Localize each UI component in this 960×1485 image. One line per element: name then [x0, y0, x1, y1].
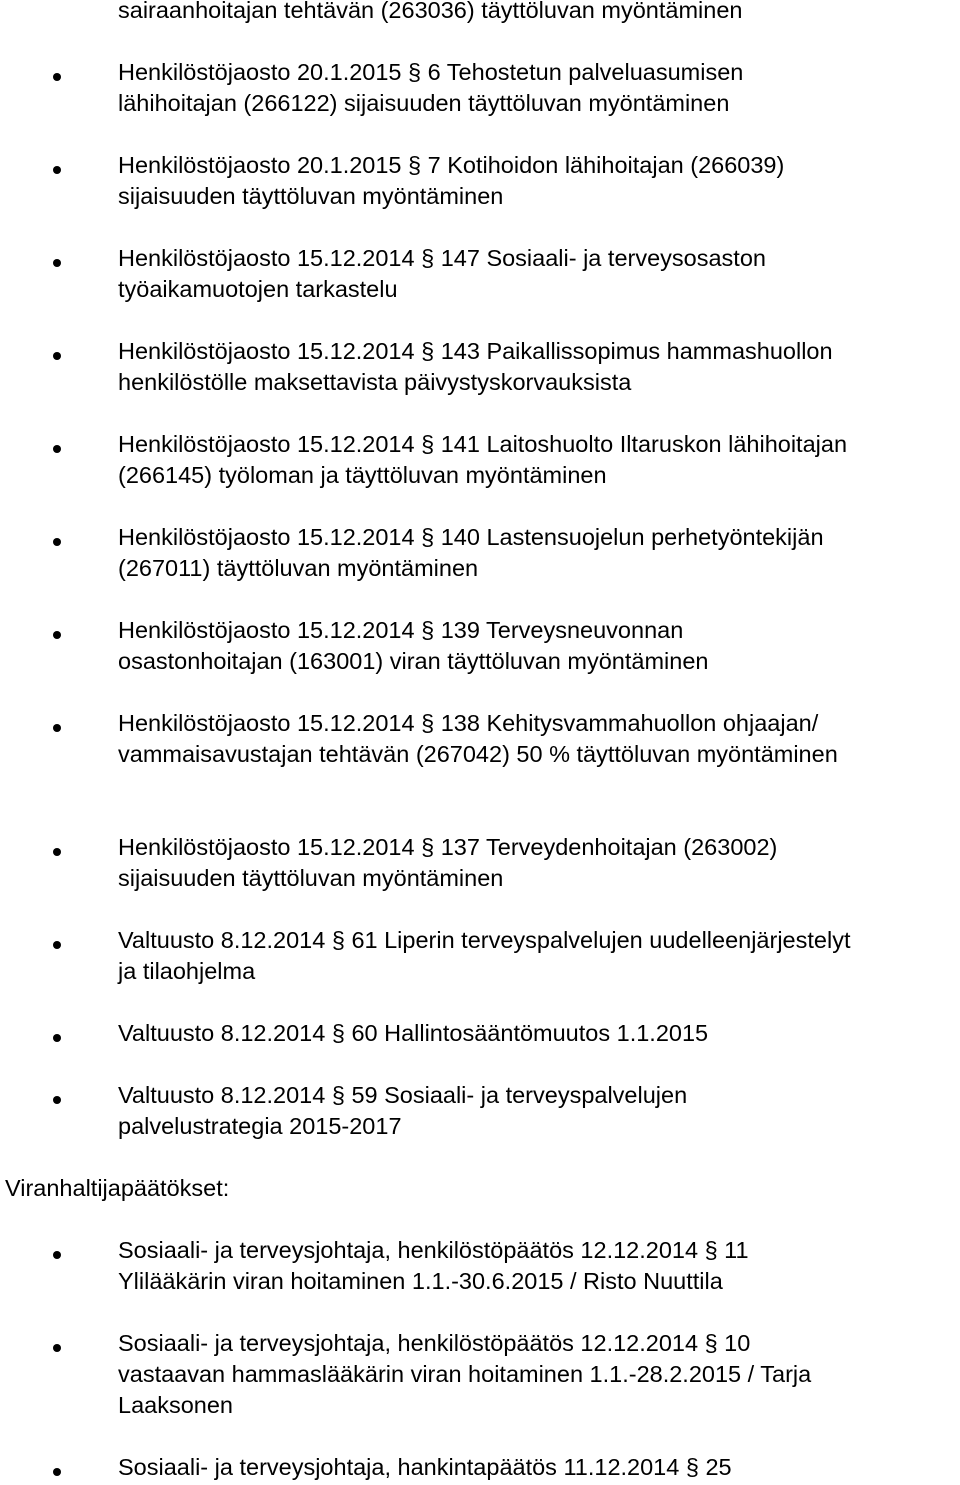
decision-line: Laaksonen	[118, 1392, 233, 1418]
bullet-icon	[53, 538, 61, 546]
list-item-line: Valtuusto 8.12.2014 § 59 Sosiaali- ja terveyspalvelujen	[118, 1082, 688, 1108]
bullet-icon	[53, 166, 61, 174]
list-item-line: Valtuusto 8.12.2014 § 60 Hallintosääntömuutos 1.1.2015	[118, 1020, 709, 1046]
bullet-icon	[53, 1251, 61, 1259]
list-item-line: lähihoitajan (266122) sijaisuuden täyttöluvan myöntäminen	[118, 90, 730, 116]
continuation-line: sairaanhoitajan tehtävän (263036) täyttöluvan myöntäminen	[118, 0, 743, 23]
bullet-icon	[53, 1468, 61, 1476]
list-item-line: sijaisuuden täyttöluvan myöntäminen	[118, 183, 504, 209]
decision-line: vastaavan hammaslääkärin viran hoitaminen 1.1.-28.2.2015 / Tarja	[118, 1361, 812, 1387]
list-item-line: työaikamuotojen tarkastelu	[118, 276, 398, 302]
bullet-icon	[53, 631, 61, 639]
list-item-line: Henkilöstöjaosto 15.12.2014 § 141 Laitoshuolto Iltaruskon lähihoitajan	[118, 431, 848, 457]
list-item-line: Valtuusto 8.12.2014 § 61 Liperin terveyspalvelujen uudelleenjärjestelyt	[118, 927, 851, 953]
list-item-line: Henkilöstöjaosto 15.12.2014 § 143 Paikallissopimus hammashuollon	[118, 338, 833, 364]
list-item-line: Henkilöstöjaosto 15.12.2014 § 138 Kehitysvammahuollon ohjaajan/	[118, 710, 819, 736]
bullet-icon	[53, 848, 61, 856]
bullet-icon	[53, 73, 61, 81]
decision-line: Sosiaali- ja terveysjohtaja, henkilöstöpäätös 12.12.2014 § 10	[118, 1330, 751, 1356]
list-item-line: Henkilöstöjaosto 20.1.2015 § 7 Kotihoidon lähihoitajan (266039)	[118, 152, 785, 178]
list-item-line: osastonhoitajan (163001) viran täyttöluvan myöntäminen	[118, 648, 709, 674]
list-item-line: (266145) työloman ja täyttöluvan myöntäminen	[118, 462, 607, 488]
list-item-line: Henkilöstöjaosto 15.12.2014 § 139 Terveysneuvonnan	[118, 617, 684, 643]
section-heading: Viranhaltijapäätökset:	[5, 1175, 230, 1201]
bullet-icon	[53, 724, 61, 732]
bullet-icon	[53, 259, 61, 267]
list-item-line: Henkilöstöjaosto 15.12.2014 § 147 Sosiaali- ja terveysosaston	[118, 245, 766, 271]
decision-line: Ylilääkärin viran hoitaminen 1.1.-30.6.2015 / Risto Nuuttila	[118, 1268, 723, 1294]
decision-line: Sosiaali- ja terveysjohtaja, hankintapäätös 11.12.2014 § 25	[118, 1454, 732, 1480]
bullet-icon	[53, 445, 61, 453]
list-item-line: (267011) täyttöluvan myöntäminen	[118, 555, 479, 581]
list-item-line: vammaisavustajan tehtävän (267042) 50 % täyttöluvan myöntäminen	[118, 741, 838, 767]
bullet-icon	[53, 1344, 61, 1352]
bullet-icon	[53, 352, 61, 360]
list-item-line: Henkilöstöjaosto 15.12.2014 § 137 Terveydenhoitajan (263002)	[118, 834, 778, 860]
list-item-line: ja tilaohjelma	[118, 958, 256, 984]
list-item-line: Henkilöstöjaosto 20.1.2015 § 6 Tehostetun palveluasumisen	[118, 59, 744, 85]
list-item-line: henkilöstölle maksettavista päivystyskorvauksista	[118, 369, 632, 395]
bullet-icon	[53, 941, 61, 949]
list-item-line: Henkilöstöjaosto 15.12.2014 § 140 Lastensuojelun perhetyöntekijän	[118, 524, 824, 550]
bullet-icon	[53, 1096, 61, 1104]
decision-line: Sosiaali- ja terveysjohtaja, henkilöstöpäätös 12.12.2014 § 11	[118, 1237, 749, 1263]
list-item-line: palvelustrategia 2015-2017	[118, 1113, 402, 1139]
list-item-line: sijaisuuden täyttöluvan myöntäminen	[118, 865, 504, 891]
bullet-icon	[53, 1034, 61, 1042]
